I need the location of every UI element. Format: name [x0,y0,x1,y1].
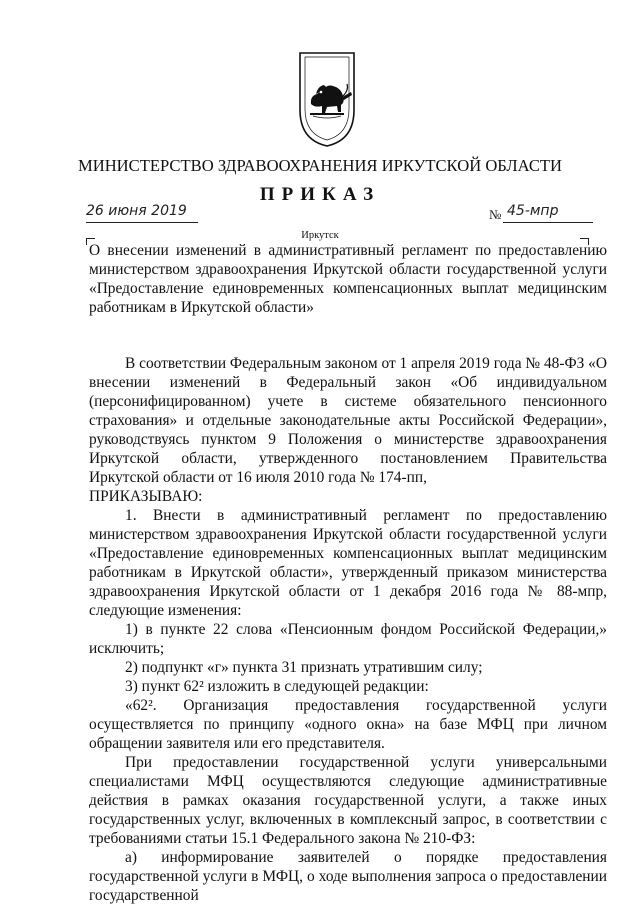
order-title: О внесении изменений в административный регламент по предоставлению министерством здравоохранения Иркутской области государственной услуги «Предоставление единовременных компенсационных выплат медицинским работникам в Иркутской области» [89,242,607,316]
date-underline [86,222,198,223]
paragraph-subitem-1: 1) в пункте 22 слова «Пенсионным фондом Российской Федерации,» исключить; [89,621,607,657]
handwritten-number: 45-мпр [507,203,559,219]
paragraph-preamble: В соответствии Федеральным законом от 1 апреля 2019 года № 48-ФЗ «О внесении изменений в Федеральный закон «Об индивидуальном (персонифицированном) учете в системе обязательного пенсионного страхования» и отдельные законодательные акты Российской Федерации», руководствуясь пунктом 9 Положения о министерстве здравоохранения Иркутской области, утвержденного постановлением Правительства Иркутской области от 16 июля 2010 года № 174-пп, [89,355,607,486]
document-type-title: ПРИКАЗ [259,184,381,205]
paragraph-subitem-a: а) информирование заявителей о порядке предоставления государственной услуги в МФЦ, о ходе выполнения запроса о предоставлении государственной [89,849,607,904]
ministry-name: МИНИСТЕРСТВО ЗДРАВООХРАНЕНИЯ ИРКУТСКОЙ ОБЛАСТИ [77,156,563,175]
handwritten-date: 26 июня 2019 [86,203,187,219]
paragraph-mfc-actions: При предоставлении государственной услуги универсальными специалистами МФЦ осуществляются следующие административные действия в рамках оказания государственной услуги, а также иных государственных услуг, включенных в комплексный запрос, в соответствии с требованиями статьи 15.1 Федерального закона № 210-ФЗ: [89,754,607,847]
coat-of-arms-emblem [297,50,357,148]
paragraph-order-word: ПРИКАЗЫВАЮ: [89,488,203,505]
number-underline [503,222,593,223]
paragraph-subitem-2: 2) подпункт «г» пункта 31 признать утратившим силу; [125,659,483,676]
number-label: № [489,207,502,222]
paragraph-subitem-3: 3) пункт 62² изложить в следующей редакции: [125,678,429,695]
paragraph-item-1: 1. Внести в административный регламент по предоставлению министерством здравоохранения Иркутской области государственной услуги «Предоставление единовременных компенсационных выплат медицинским работникам в Иркутской области», утвержденный приказом министерства здравоохранения Иркутской области от 1 декабря 2016 года № 88-мпр, следующие изменения: [89,507,607,619]
paragraph-quote-62-2: «62². Организация предоставления государственной услуги осуществляется по принципу «одного окна» на базе МФЦ при личном обращении заявителя или его представителя. [89,697,607,752]
document-body [89,241,607,905]
city-name: Иркутск [301,230,339,241]
